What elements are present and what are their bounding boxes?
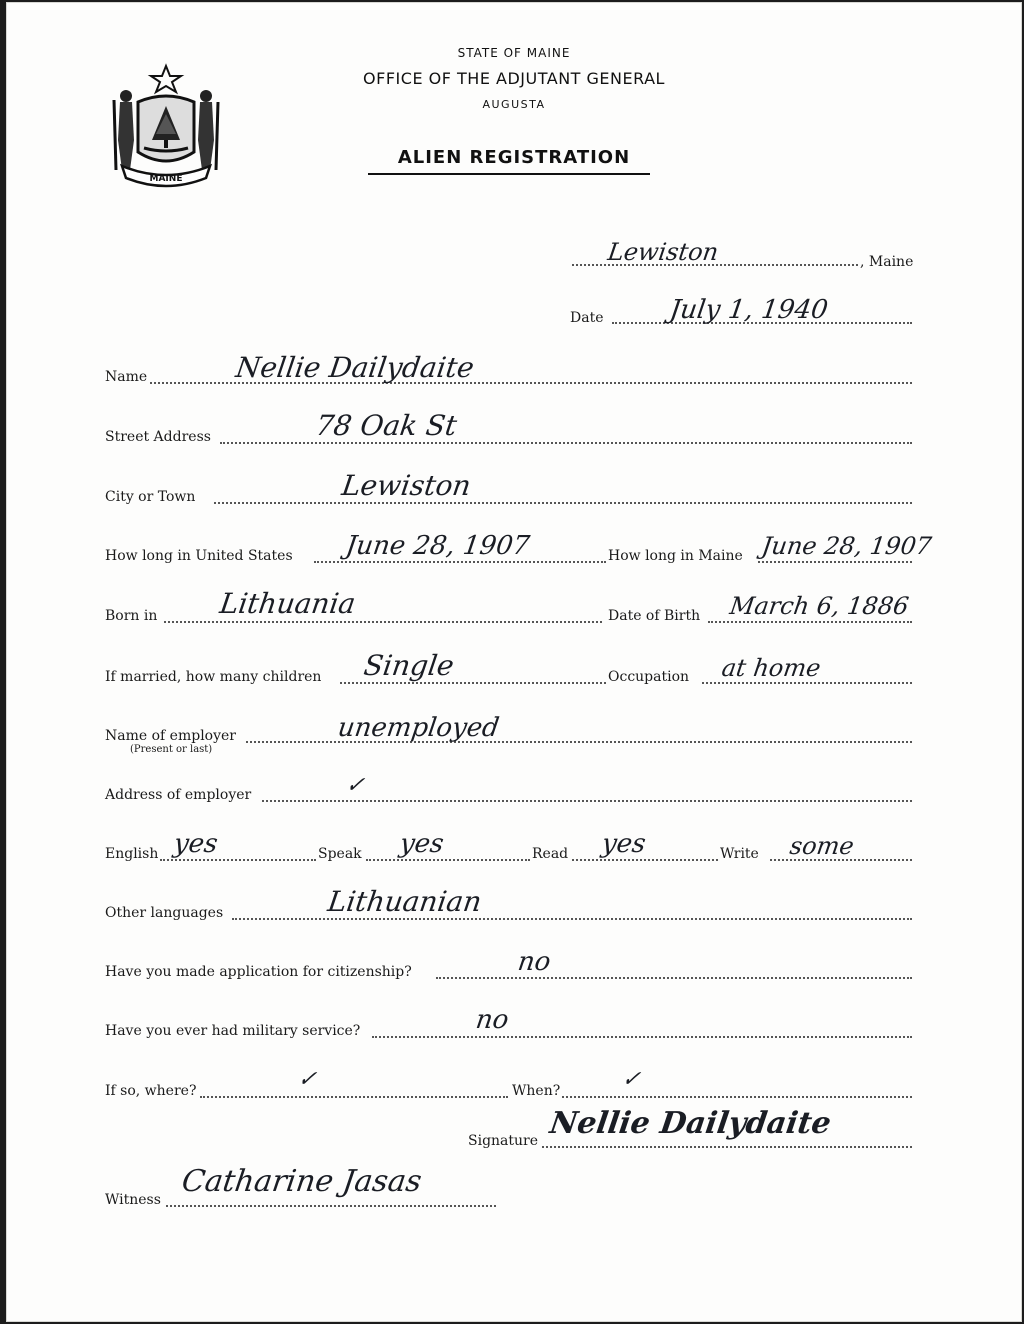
form-title: ALIEN REGISTRATION <box>397 147 631 168</box>
city-label: City or Town <box>105 489 196 505</box>
town-value: Lewiston <box>606 238 721 266</box>
state-heading: STATE OF MAINE <box>457 46 571 60</box>
signature-value: Nellie Dailydaite <box>547 1106 834 1141</box>
born-in-value: Lithuania <box>217 587 358 620</box>
town-suffix-label: , Maine <box>860 254 914 270</box>
dob-field-line <box>708 621 912 623</box>
military-label: Have you ever had military service? <box>105 1023 361 1039</box>
employer-address-label: Address of employer <box>105 787 252 803</box>
street-value: 78 Oak St <box>313 409 459 442</box>
children-value: Single <box>361 649 457 682</box>
date-label: Date <box>570 310 604 326</box>
occupation-field-line <box>702 682 912 684</box>
city-field-line <box>214 502 912 504</box>
write-label: Write <box>720 846 759 862</box>
born-in-field-line <box>164 621 602 623</box>
name-value: Nellie Dailydaite <box>233 351 477 384</box>
english-value: yes <box>171 829 220 859</box>
military-field-line <box>372 1036 912 1038</box>
english-field-line <box>160 859 316 861</box>
born-in-label: Born in <box>105 608 158 624</box>
where-field-line <box>200 1096 508 1098</box>
read-value: yes <box>599 829 648 859</box>
speak-value: yes <box>397 829 446 859</box>
citizenship-value: no <box>515 947 553 977</box>
employer-address-value: ✓ <box>344 773 367 798</box>
witness-label: Witness <box>105 1192 161 1208</box>
english-label: English <box>105 846 159 862</box>
dob-value: March 6, 1886 <box>728 592 911 620</box>
city-value: Lewiston <box>339 469 473 502</box>
children-field-line <box>340 682 606 684</box>
employer-sublabel: (Present or last) <box>130 744 213 755</box>
write-value: some <box>788 832 856 860</box>
svg-text:MAINE: MAINE <box>149 174 183 184</box>
city-heading: AUGUSTA <box>482 98 546 111</box>
employer-label: Name of employer <box>105 728 236 744</box>
speak-label: Speak <box>318 846 362 862</box>
other-languages-label: Other languages <box>105 905 224 921</box>
us-duration-label: How long in United States <box>105 548 293 564</box>
signature-label: Signature <box>468 1133 539 1149</box>
maine-duration-field-line <box>758 561 912 563</box>
other-languages-field-line <box>232 918 912 920</box>
when-field-line <box>562 1096 912 1098</box>
office-heading: OFFICE OF THE ADJUTANT GENERAL <box>363 69 665 88</box>
other-languages-value: Lithuanian <box>325 885 484 918</box>
date-value: July 1, 1940 <box>667 295 830 325</box>
when-label: When? <box>512 1083 561 1099</box>
speak-field-line <box>366 859 530 861</box>
witness-field-line <box>166 1205 496 1207</box>
occupation-value: at home <box>720 654 823 682</box>
dob-label: Date of Birth <box>608 608 701 624</box>
occupation-label: Occupation <box>608 669 690 685</box>
maine-duration-value: June 28, 1907 <box>760 532 934 560</box>
when-value: ✓ <box>620 1067 643 1092</box>
children-label: If married, how many children <box>105 669 322 685</box>
registration-form-sheet <box>6 2 1022 1322</box>
name-label: Name <box>105 369 148 385</box>
us-duration-value: June 28, 1907 <box>343 531 532 561</box>
employer-address-field-line <box>262 800 912 802</box>
title-underline <box>368 173 650 175</box>
read-label: Read <box>532 846 569 862</box>
where-value: ✓ <box>296 1067 319 1092</box>
witness-value: Catharine Jasas <box>179 1164 424 1199</box>
citizenship-label: Have you made application for citizenship? <box>105 964 412 980</box>
read-field-line <box>572 859 718 861</box>
street-label: Street Address <box>105 429 211 445</box>
us-duration-field-line <box>314 561 606 563</box>
street-field-line <box>220 442 912 444</box>
signature-field-line <box>542 1146 912 1148</box>
where-label: If so, where? <box>105 1083 197 1099</box>
employer-value: unemployed <box>335 713 501 743</box>
military-value: no <box>473 1005 511 1035</box>
citizenship-field-line <box>436 977 912 979</box>
maine-duration-label: How long in Maine <box>608 548 743 564</box>
